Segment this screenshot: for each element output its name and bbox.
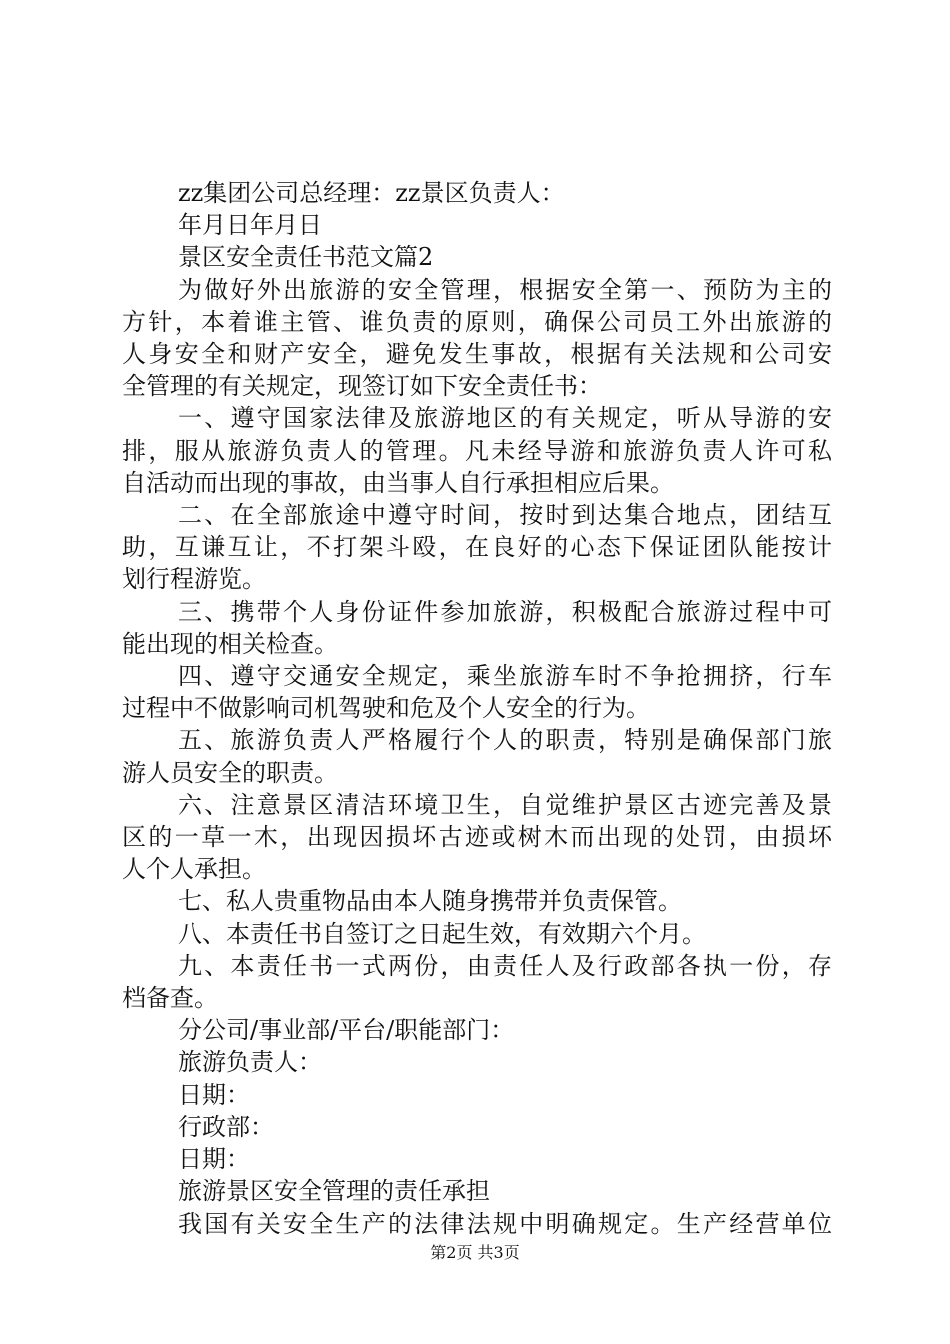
text-line: 年月日年月日 xyxy=(178,211,322,240)
text-line: 分公司/事业部/平台/职能部门： xyxy=(178,1016,515,1045)
page-footer: 第2页 共3页 xyxy=(430,1243,520,1262)
text-line: 人个人承担。 xyxy=(122,855,266,884)
text-line: 助，互谦互让，不打架斗殴，在良好的心态下保证团队能按计 xyxy=(122,533,832,562)
text-line: 五、旅游负责人严格履行个人的职责，特别是确保部门旅 xyxy=(178,726,832,755)
text-line: 方针，本着谁主管、谁负责的原则，确保公司员工外出旅游的 xyxy=(122,307,832,336)
text-line: 全管理的有关规定，现签订如下安全责任书： xyxy=(122,372,602,401)
text-line: zz集团公司总经理：zz景区负责人： xyxy=(178,179,565,207)
text-line: 二、在全部旅途中遵守时间，按时到达集合地点，团结互 xyxy=(178,501,832,530)
text-line: 人身安全和财产安全，避免发生事故，根据有关法规和公司安 xyxy=(122,340,832,369)
text-line: 一、遵守国家法律及旅游地区的有关规定，听从导游的安 xyxy=(178,404,832,433)
text-line: 过程中不做影响司机驾驶和危及个人安全的行为。 xyxy=(122,694,650,723)
text-line: 日期： xyxy=(178,1145,250,1174)
text-line: 排，服从旅游负责人的管理。凡未经导游和旅游负责人许可私 xyxy=(122,436,832,465)
text-line: 七、私人贵重物品由本人随身携带并负责保管。 xyxy=(178,887,682,916)
text-line: 行政部： xyxy=(178,1112,274,1141)
text-line: 八、本责任书自签订之日起生效，有效期六个月。 xyxy=(178,919,706,948)
document-body xyxy=(122,177,832,1240)
text-line: 六、注意景区清洁环境卫生，自觉维护景区古迹完善及景 xyxy=(178,790,832,819)
text-line: 档备查。 xyxy=(122,984,218,1013)
text-line: 为做好外出旅游的安全管理，根据安全第一、预防为主的 xyxy=(178,275,832,304)
text-line: 能出现的相关检查。 xyxy=(122,629,338,658)
text-line: 划行程游览。 xyxy=(122,565,266,594)
text-line: 我国有关安全生产的法律法规中明确规定。生产经营单位 xyxy=(178,1209,832,1238)
text-line: 旅游负责人： xyxy=(178,1048,322,1077)
text-line: 九、本责任书一式两份，由责任人及行政部各执一份，存 xyxy=(178,951,832,980)
text-line: 四、遵守交通安全规定，乘坐旅游车时不争抢拥挤，行车 xyxy=(178,662,832,691)
text-line: 景区安全责任书范文篇2 xyxy=(178,243,434,272)
text-line: 旅游景区安全管理的责任承担 xyxy=(178,1177,490,1206)
text-line: 三、携带个人身份证件参加旅游，积极配合旅游过程中可 xyxy=(178,597,832,626)
text-line: 区的一草一木，出现因损坏古迹或树木而出现的处罚，由损坏 xyxy=(122,823,832,852)
text-line: 游人员安全的职责。 xyxy=(122,758,338,787)
text-line: 日期： xyxy=(178,1080,250,1109)
text-line: 自活动而出现的事故，由当事人自行承担相应后果。 xyxy=(122,468,674,497)
